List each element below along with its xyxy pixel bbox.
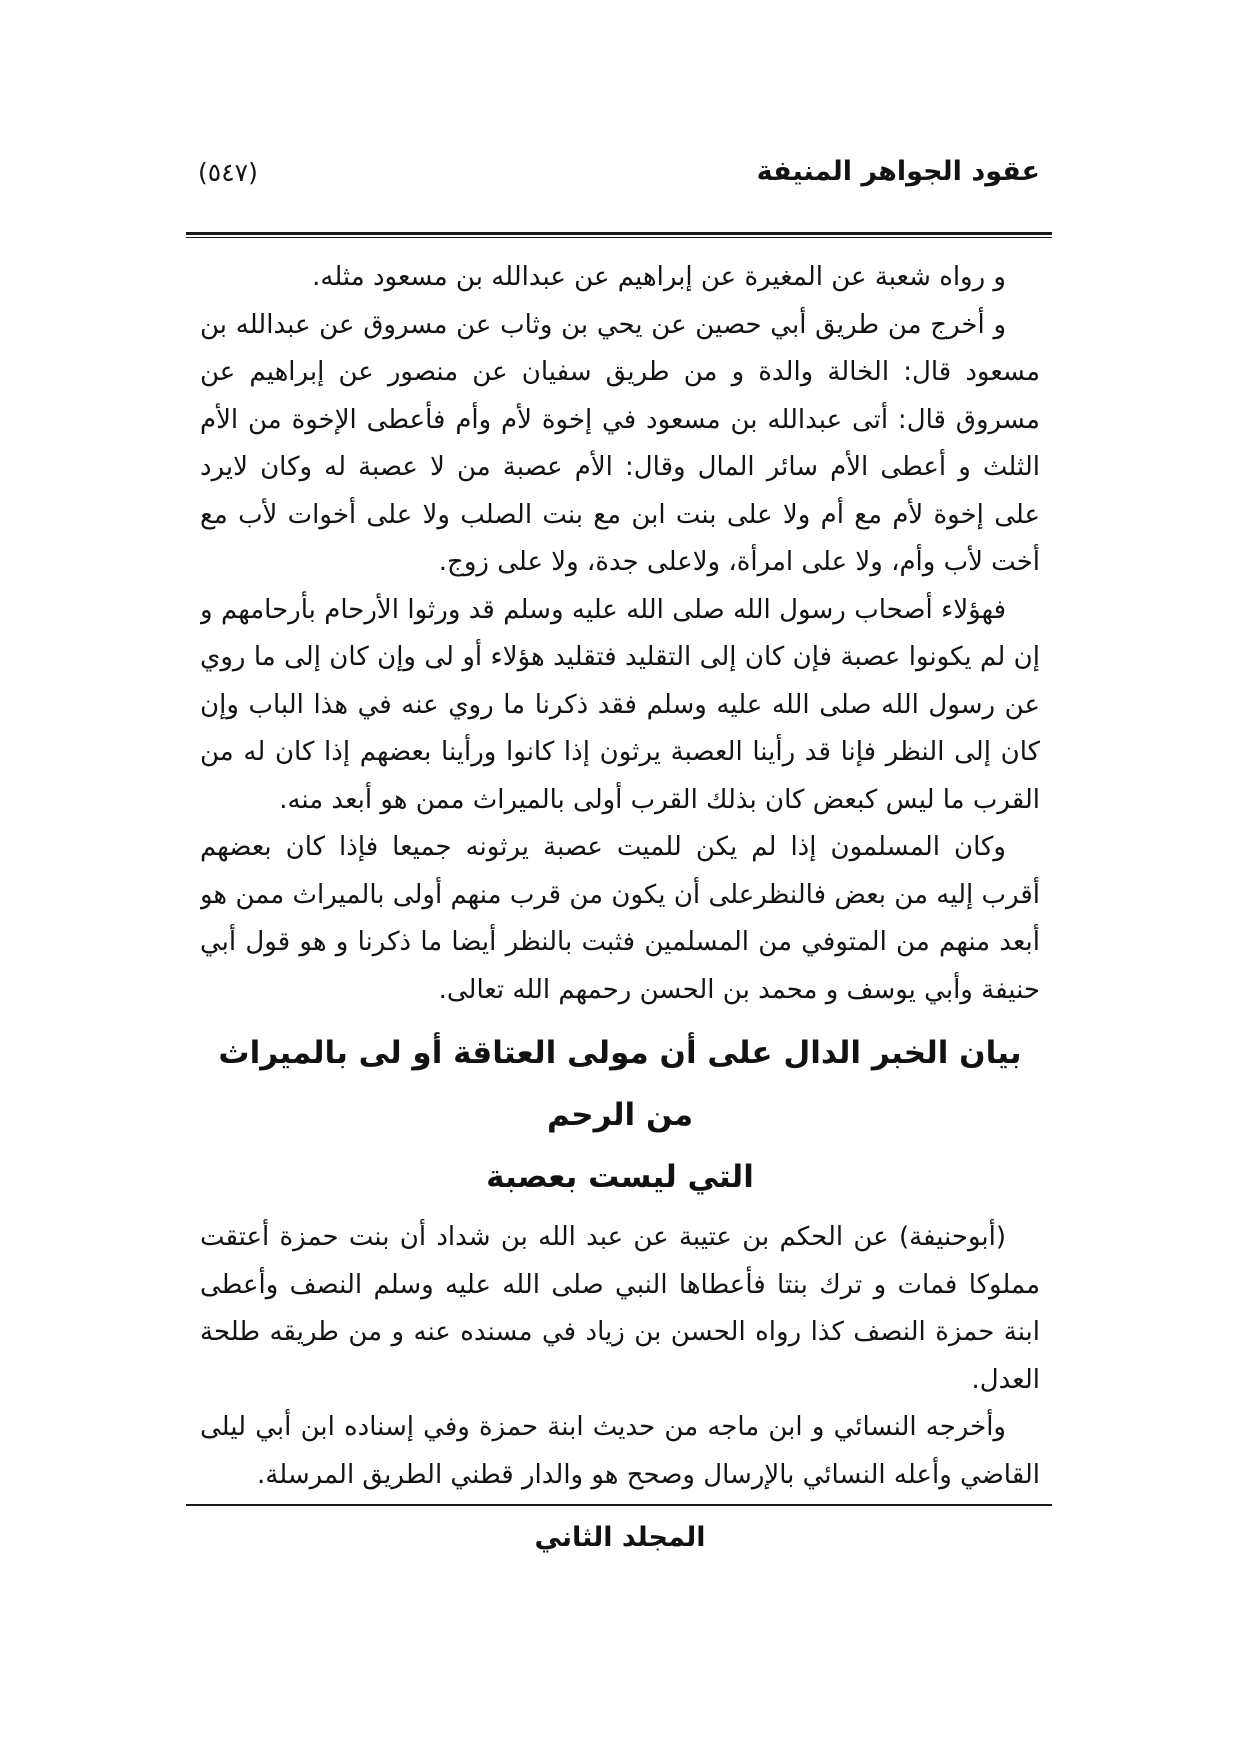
page-number: (٥٤٧) [198, 158, 258, 187]
paragraph-4: وكان المسلمون إذا لم يكن للميت عصبة يرثونه جميعا فإذا كان بعضهم أقرب إليه من بعض فالنظرعلى أن يكون من قرب منهم أولى بالميراث ممن هو أبعد منهم من المتوفي من المسلمين فثبت بالنظر أيضا ما ذكرنا و هو قول أبي حنيفة وأبي يوسف و محمد بن الحسن رحمهم الله تعالى. [200, 832, 1040, 1005]
book-title: عقود الجواهر المنيفة [756, 156, 1040, 187]
section-heading-line-1: بيان الخبر الدال على أن مولى العتاقة أو لى بالميراث من الرحم [218, 1035, 1022, 1133]
paragraph-1: و رواه شعبة عن المغيرة عن إبراهيم عن عبدالله بن مسعود مثله. [312, 262, 1006, 292]
paragraph-5: (أبوحنيفة) عن الحكم بن عتيبة عن عبد الله بن شداد أن بنت حمزة أعتقت مملوكا فمات و ترك بنتا فأعطاها النبي صلى الله عليه وسلم النصف وأعطى ابنة حمزة النصف كذا رواه الحسن بن زياد في مسنده عنه و من طريقه طلحة العدل. [200, 1222, 1040, 1395]
section-heading [200, 1022, 1040, 1208]
section-heading-line-2: التي ليست بعصبة [486, 1159, 754, 1195]
header-rule [186, 232, 1052, 238]
paragraph-3: فهؤلاء أصحاب رسول الله صلى الله عليه وسلم قد ورثوا الأرحام بأرحامهم و إن لم يكونوا عصبة فإن كان إلى التقليد فتقليد هؤلاء أو لى وإن كان إلى ما روي عن رسول الله صلى الله عليه وسلم فقد ذكرنا ما روي عنه في هذا الباب وإن كان إلى النظر فإنا قد رأينا العصبة يرثون إذا كانوا ورأينا بعضهم إذا كان له من القرب ما ليس كبعض كان بذلك القرب أولى بالميراث ممن هو أبعد منه. [200, 594, 1040, 815]
paragraph-6: وأخرجه النسائي و ابن ماجه من حديث ابنة حمزة وفي إسناده ابن أبي ليلى القاضي وأعله النسائي بالإرسال وصحح هو والدار قطني الطريق المرسلة. [200, 1412, 1040, 1490]
volume-label: المجلد الثاني [534, 1522, 706, 1553]
page-body [200, 254, 1040, 1492]
page-header [198, 156, 1040, 187]
paragraph-2: و أخرج من طريق أبي حصين عن يحي بن وثاب عن مسروق عن عبدالله بن مسعود قال: الخالة والدة و من طريق سفيان عن منصور عن إبراهيم عن مسروق قال: أتى عبدالله بن مسعود في إخوة لأم وأم فأعطى الإخوة من الأم الثلث و أعطى الأم سائر المال وقال: الأم عصبة من لا عصبة له وكان لايرد على إخوة لأم مع أم ولا على بنت ابن مع بنت الصلب ولا على أخوات لأب مع أخت لأب وأم، ولا على امرأة، ولاعلى جدة، ولا على زوج. [200, 309, 1040, 577]
footer-rule [186, 1504, 1052, 1506]
